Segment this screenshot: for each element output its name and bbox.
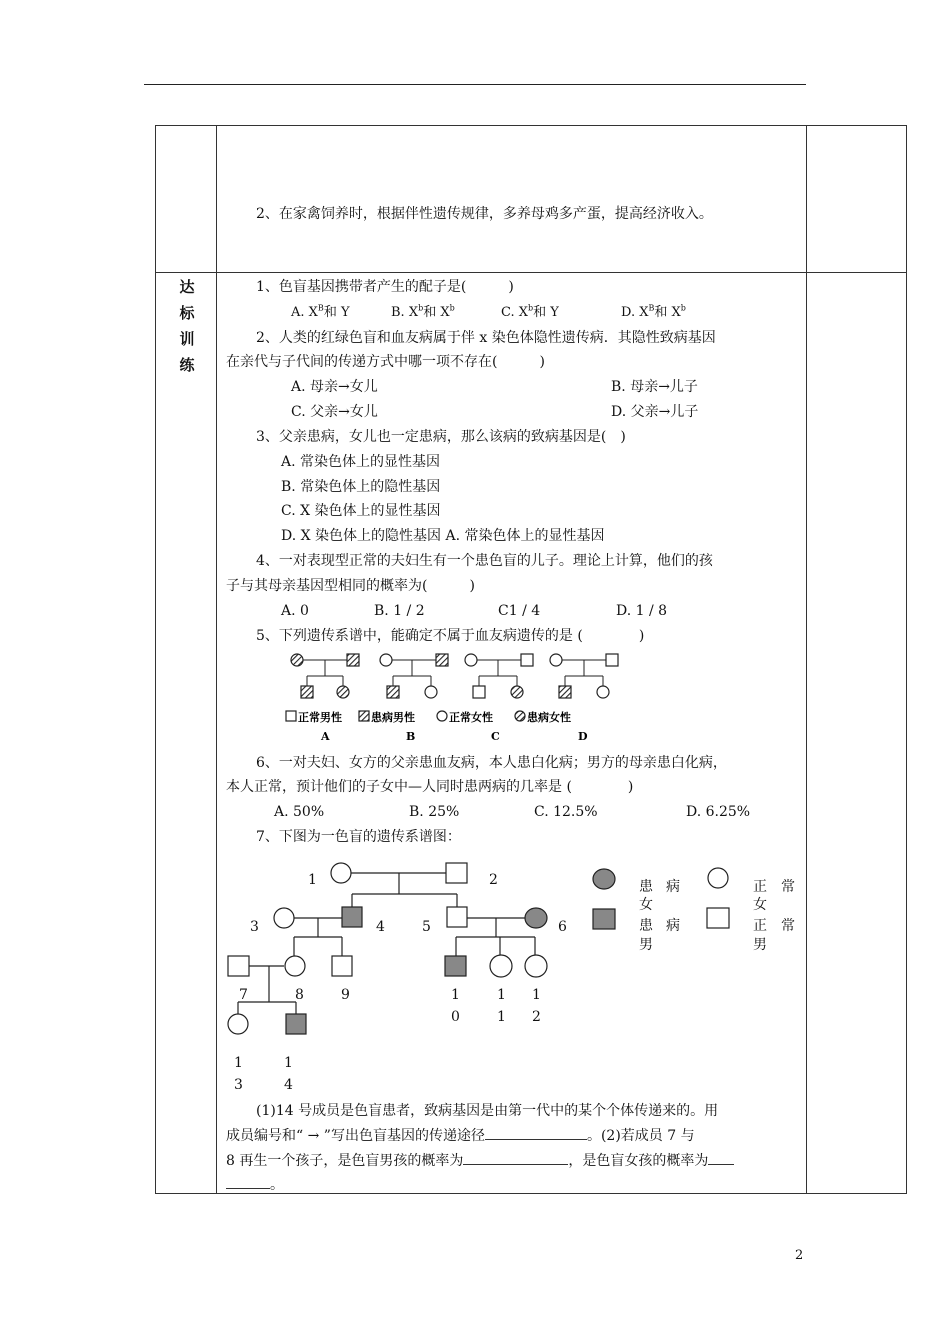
- legend-affected-female-symbol: [515, 711, 525, 721]
- q1-option-d: D. $X^B$和 $X^b$: [621, 303, 686, 320]
- legend-normal-male-symbol: [286, 711, 296, 721]
- pedigree-label-a: A: [321, 730, 330, 743]
- q1-stem: 1、色盲基因携带者产生的配子是( ): [256, 279, 514, 295]
- q2-option-b: B. 母亲→儿子: [611, 379, 698, 395]
- member-id-6: 6: [558, 919, 567, 935]
- legend-affected-male-symbol: [359, 711, 369, 721]
- q3-option-d: D. X 染色体上的隐性基因 A. 常染色体上的显性基因: [281, 528, 605, 544]
- legend-normal-female: 正常女性: [449, 711, 493, 724]
- q6-line1: 6、一对夫妇、女方的父亲患血友病，本人患白化病；男方的母亲患白化病，: [256, 755, 727, 771]
- q3-option-b: B. 常染色体上的隐性基因: [281, 479, 441, 495]
- member-id-14-a: 1: [284, 1055, 293, 1071]
- q4-option-b: B. 1 / 2: [374, 603, 425, 619]
- q6-line2: 本人正常，预计他们的子女中—人同时患两病的几率是 ( ): [226, 779, 634, 795]
- member-id-4: 4: [376, 919, 385, 935]
- q6-option-a: A. 50%: [274, 804, 325, 820]
- q4-line2: 子与其母亲基因型相同的概率为( ): [226, 578, 475, 594]
- q2-option-a: A. 母亲→女儿: [291, 379, 378, 395]
- q7-sub-line1: (1)14 号成员是色盲患者，致病基因是由第一代中的某个个体传递来的。用: [256, 1103, 719, 1119]
- legend-normal-male-char: 正: [753, 918, 767, 934]
- pedigree-label-c: C: [491, 730, 500, 743]
- legend-affected-female-char: 患: [639, 879, 653, 895]
- q4-option-c: C1 / 4: [498, 603, 541, 619]
- q6-option-d: D. 6.25%: [686, 804, 751, 820]
- member-id-10-b: 0: [451, 1009, 460, 1025]
- legend-normal-male-char: 常: [781, 918, 795, 934]
- pedigree-a: [291, 654, 359, 698]
- legend-affected-female-char: 女: [639, 897, 653, 913]
- member-id-8: 8: [295, 987, 304, 1003]
- q2-line1: 2、人类的红绿色盲和血友病属于伴 x 染色体隐性遗传病．其隐性致病基因: [256, 330, 716, 346]
- member-id-1: 1: [308, 872, 317, 888]
- pedigree-c: [465, 654, 533, 698]
- answer-blank-girl[interactable]: [708, 1152, 734, 1165]
- top-note: 2、在家禽饲养时，根据伴性遗传规律，多养母鸡多产蛋，提高经济收入。: [256, 206, 713, 222]
- member-id-5: 5: [422, 919, 431, 935]
- q2-line2: 在亲代与子代间的传递方式中哪一项不存在( ): [226, 354, 545, 370]
- q4-option-d: D. 1 / 8: [616, 603, 668, 619]
- pedigree-label-d: D: [578, 730, 588, 743]
- member-id-10-a: 1: [451, 987, 460, 1003]
- pedigree-d: [550, 654, 618, 698]
- member-id-12-a: 1: [532, 987, 541, 1003]
- q6-option-c: C. 12.5%: [534, 804, 598, 820]
- worksheet-table: [155, 125, 907, 1194]
- answer-blank-boy[interactable]: [463, 1152, 568, 1165]
- table-row-divider: [156, 272, 906, 273]
- member-id-14-b: 4: [284, 1077, 293, 1093]
- q5-stem: 5、下列遗传系谱中，能确定不属于血友病遗传的是 ( ): [256, 628, 645, 644]
- legend-affected-male-char: 病: [666, 918, 680, 934]
- member-id-13-b: 3: [234, 1077, 243, 1093]
- section-label-char: 达: [179, 278, 195, 296]
- section-label-char: 标: [179, 304, 195, 322]
- q1-option-b: B. $X^b$和 $X^b$: [391, 303, 455, 320]
- q7-stem: 7、下图为一色盲的遗传系谱图：: [256, 829, 461, 845]
- member-id-11-b: 1: [497, 1009, 506, 1025]
- section-label-char: 练: [179, 356, 195, 374]
- pedigree-b: [380, 654, 448, 698]
- header-rule: [144, 84, 806, 85]
- q6-option-b: B. 25%: [409, 804, 460, 820]
- member-id-12-b: 2: [532, 1009, 541, 1025]
- legend-normal-male: 正常男性: [298, 711, 342, 724]
- q4-option-a: A. 0: [281, 603, 309, 619]
- legend-normal-female-char: 正: [753, 879, 767, 895]
- member-id-13-a: 1: [234, 1055, 243, 1071]
- legend-affected-female: 患病女性: [527, 711, 571, 724]
- legend-affected-male-char: 患: [639, 918, 653, 934]
- member-id-7: 7: [239, 987, 248, 1003]
- answer-blank-path[interactable]: [485, 1127, 587, 1140]
- member-id-3: 3: [250, 919, 259, 935]
- legend-normal-male-char: 男: [753, 937, 767, 953]
- q7-sub-line2: 成员编号和“ → ”写出色盲基因的传递途径 。(2)若成员 7 与: [226, 1128, 695, 1144]
- q1-option-a: A. $X^B$和 Y: [291, 303, 350, 320]
- legend-affected-male-char: 男: [639, 937, 653, 953]
- q3-stem: 3、父亲患病，女儿也一定患病，那么该病的致病基因是( ): [256, 429, 626, 445]
- q7-sub-line3: 8 再生一个孩子，是色盲男孩的概率为 ，是色盲女孩的概率为: [226, 1152, 734, 1170]
- legend-normal-female-symbol: [437, 711, 447, 721]
- legend-affected-male: 患病男性: [371, 711, 415, 724]
- q1-option-c: C. $X^b$和 Y: [501, 303, 559, 320]
- q5-pedigree-figure: [281, 648, 631, 748]
- q2-option-c: C. 父亲→女儿: [291, 404, 378, 420]
- q2-option-d: D. 父亲→儿子: [611, 404, 699, 420]
- q3-option-c: C. X 染色体上的显性基因: [281, 503, 441, 519]
- pedigree-label-b: B: [406, 730, 416, 743]
- section-label-char: 训: [179, 330, 195, 348]
- member-id-2: 2: [489, 872, 498, 888]
- page-number: 2: [795, 1248, 804, 1263]
- member-id-11-a: 1: [497, 987, 506, 1003]
- table-col-divider: [806, 126, 807, 1193]
- legend-normal-female-char: 女: [753, 897, 767, 913]
- q4-line1: 4、一对表现型正常的夫妇生有一个患色盲的儿子。理论上计算，他们的孩: [256, 553, 713, 569]
- q7-pedigree-figure: [216, 854, 806, 1094]
- answer-blank-girl-cont[interactable]: [226, 1176, 270, 1189]
- member-id-9: 9: [341, 987, 350, 1003]
- legend-normal-female-char: 常: [781, 879, 795, 895]
- legend-affected-female-char: 病: [666, 879, 680, 895]
- q3-option-a: A. 常染色体上的显性基因: [281, 454, 441, 470]
- q7-sub-line4: 。: [226, 1176, 284, 1194]
